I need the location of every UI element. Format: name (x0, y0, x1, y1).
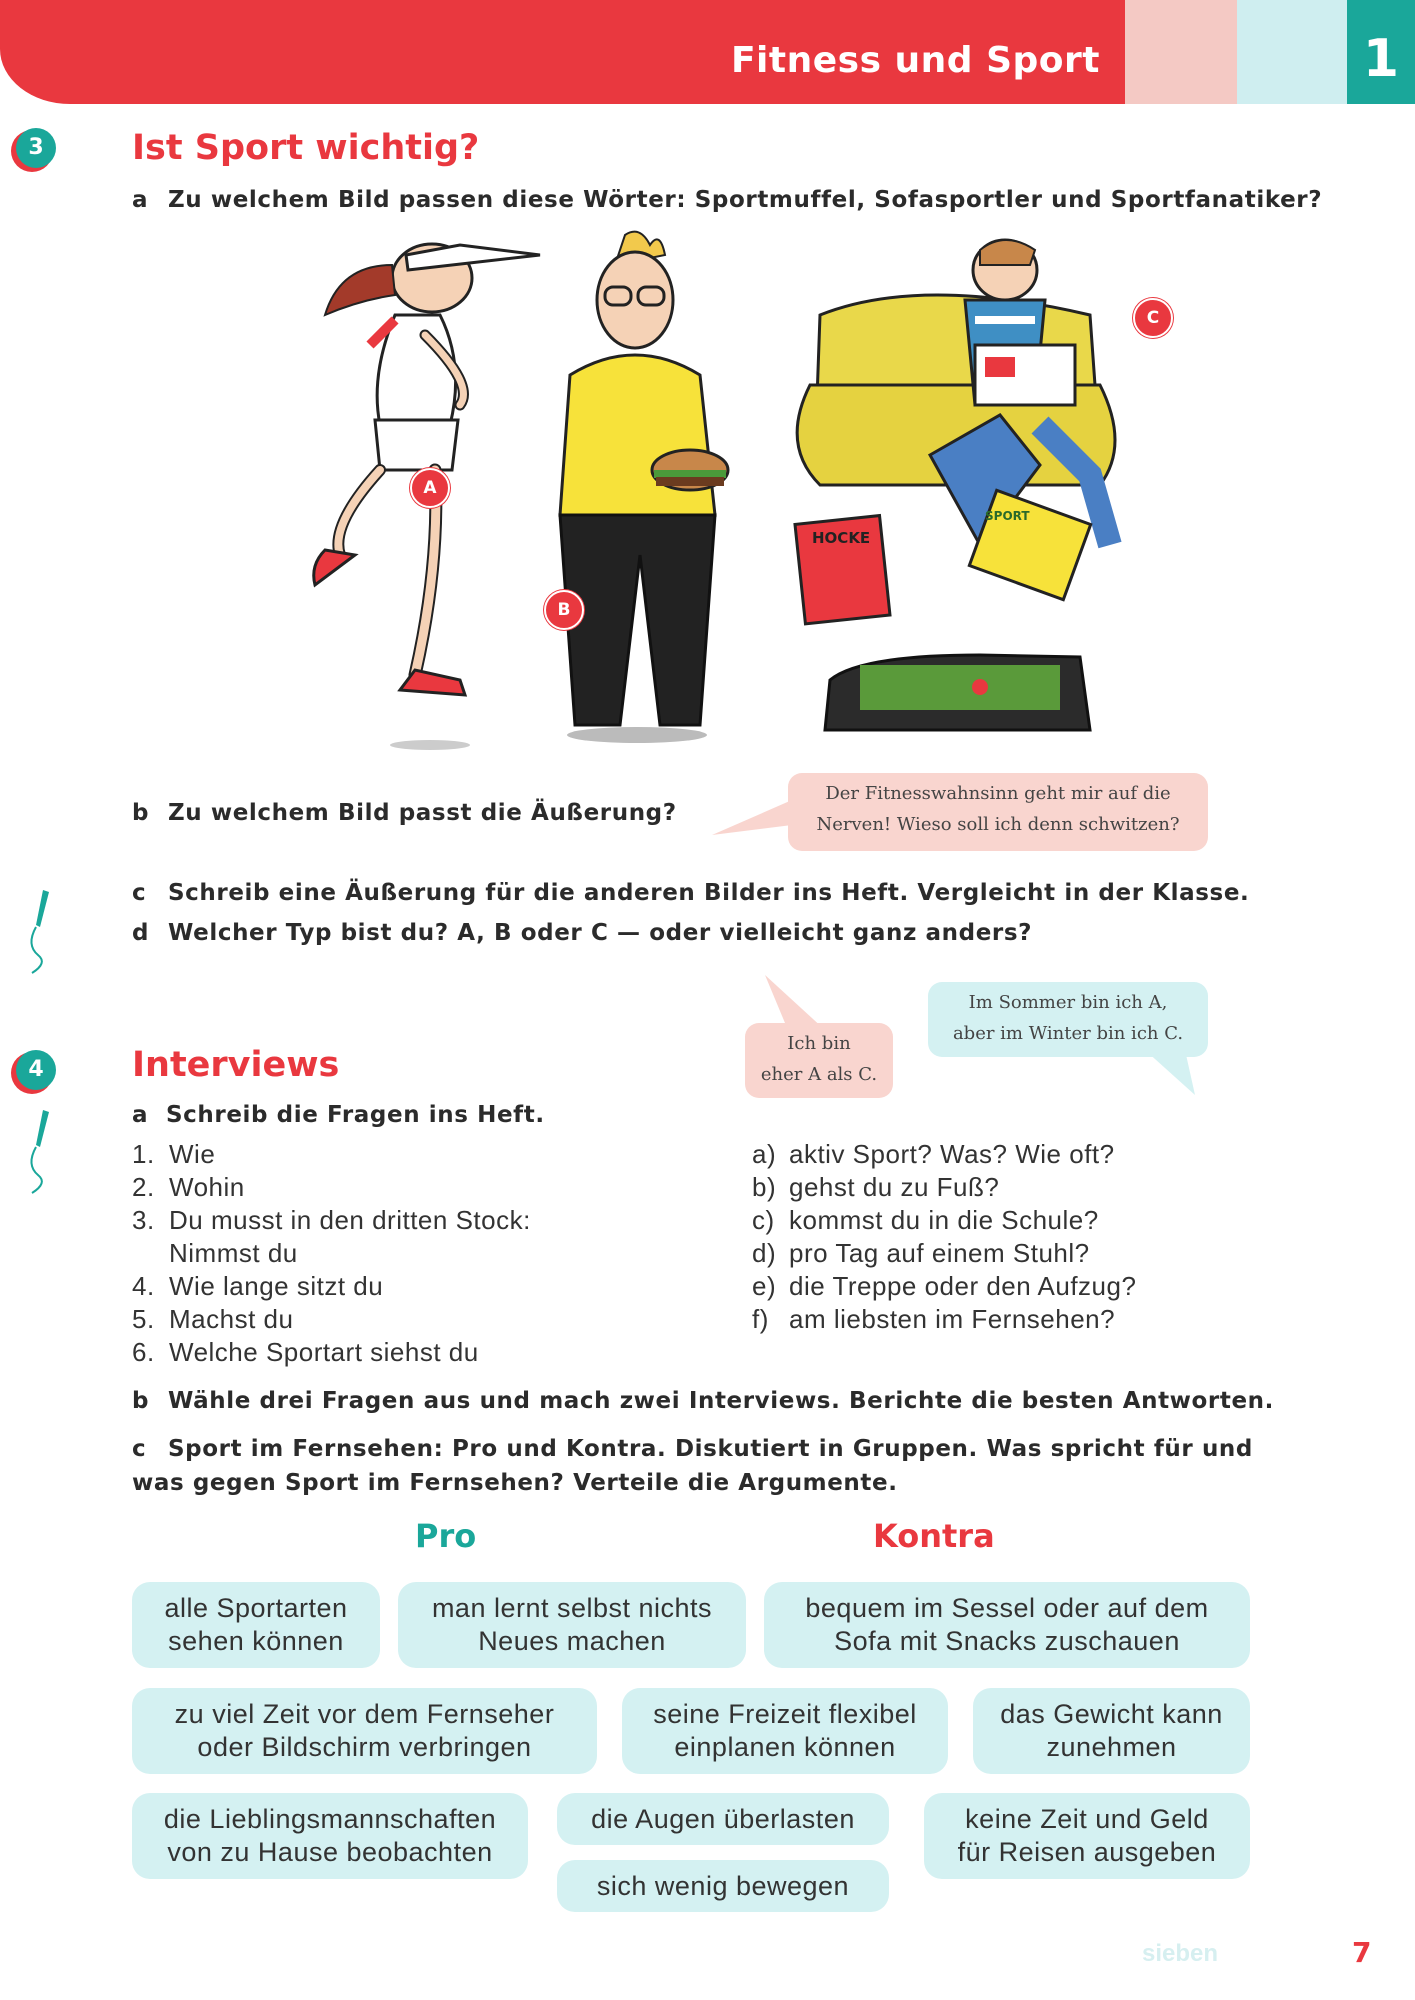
bubble-tail (712, 795, 792, 840)
list-item: a) aktiv Sport? Was? Wie oft? (752, 1139, 1115, 1169)
speech-bubble-eher-a: Ich bin eher A als C. (745, 1023, 893, 1098)
argument-card[interactable]: keine Zeit und Geld für Reisen ausgeben (924, 1793, 1250, 1879)
list-item: d) pro Tag auf einem Stuhl? (752, 1238, 1090, 1268)
task-3d (132, 920, 1032, 946)
argument-card[interactable]: alle Sportarten sehen können (132, 1582, 380, 1668)
argument-card[interactable]: zu viel Zeit vor dem Fernseher oder Bildschirm verbringen (132, 1688, 597, 1774)
task-text: Zu welchem Bild passt die Äußerung? (168, 800, 677, 826)
task-letter: b (132, 800, 150, 826)
header-strip-pink (1125, 0, 1237, 104)
argument-card[interactable]: das Gewicht kann zunehmen (973, 1688, 1250, 1774)
magazine-sport-label: SPORT (985, 509, 1030, 523)
speech-bubble-sommer-winter: Im Sommer bin ich A, aber im Winter bin ich C. (928, 982, 1208, 1057)
task-letter: a (132, 187, 149, 213)
task-text: Wähle drei Fragen aus und mach zwei Interviews. Berichte die besten Antworten. (168, 1388, 1274, 1414)
section-title-ist-sport-wichtig: Ist Sport wichtig? (132, 128, 480, 168)
list-item: 1. Wie (132, 1139, 216, 1169)
argument-card[interactable]: die Augen überlasten (557, 1793, 889, 1845)
sofa-fan-figure (795, 240, 1115, 730)
pen-icon (18, 1105, 58, 1195)
task-text: Zu welchem Bild passen diese Wörter: Sportmuffel, Sofasportler und Sportfanatiker? (168, 187, 1323, 213)
task-text: Welcher Typ bist du? A, B oder C — oder vielleicht ganz anders? (168, 920, 1033, 946)
argument-card[interactable]: seine Freizeit flexibel einplanen können (622, 1688, 948, 1774)
section-number-4: 4 (16, 1050, 56, 1090)
image-badge-c: C (1133, 298, 1173, 338)
list-item: 2. Wohin (132, 1172, 245, 1202)
task-letter: d (132, 920, 150, 946)
question-starts-list (132, 1138, 652, 1369)
unit-number: 1 (1347, 0, 1415, 104)
argument-card[interactable]: sich wenig bewegen (557, 1860, 889, 1912)
task-4c (132, 1436, 1253, 1462)
list-item: 3. Du musst in den dritten Stock: (132, 1205, 531, 1235)
question-endings-list (752, 1138, 1312, 1336)
pro-heading: Pro (415, 1517, 477, 1555)
header-strip-cyan (1237, 0, 1347, 104)
page-number-word: sieben (1142, 1940, 1219, 1967)
kontra-heading: Kontra (873, 1517, 995, 1555)
task-4b (132, 1388, 1274, 1414)
task-letter: b (132, 1388, 150, 1414)
speech-bubble-fitness: Der Fitnesswahnsinn geht mir auf die Nerven! Wieso soll ich denn schwitzen? (788, 773, 1208, 851)
list-item: e) die Treppe oder den Aufzug? (752, 1271, 1137, 1301)
argument-card[interactable]: man lernt selbst nichts Neues machen (398, 1582, 746, 1668)
task-3b (132, 800, 677, 826)
section-number-3: 3 (16, 128, 56, 168)
list-item: c) kommst du in die Schule? (752, 1205, 1099, 1235)
list-item: 4. Wie lange sitzt du (132, 1271, 384, 1301)
bubble-tail (1140, 1050, 1200, 1100)
task-3c (132, 880, 1249, 906)
task-letter: a (132, 1102, 149, 1128)
task-text: Sport im Fernsehen: Pro und Kontra. Diskutiert in Gruppen. Was spricht für und (168, 1436, 1253, 1462)
task-4c-line2: was gegen Sport im Fernsehen? Verteile die Argumente. (132, 1470, 898, 1496)
image-badge-a: A (410, 468, 450, 508)
illustration-drawing (220, 225, 1220, 760)
argument-card[interactable]: die Lieblingsmannschaften von zu Hause beobachten (132, 1793, 528, 1879)
list-item: 5. Machst du (132, 1304, 294, 1334)
task-3a (132, 187, 1322, 213)
task-letter: c (132, 880, 147, 906)
list-item: f) am liebsten im Fernsehen? (752, 1304, 1116, 1334)
task-text: Schreib die Fragen ins Heft. (166, 1102, 545, 1128)
task-text: Schreib eine Äußerung für die anderen Bilder ins Heft. Vergleicht in der Klasse. (168, 880, 1250, 906)
magazine-hockey-label: HOCKE (812, 529, 871, 547)
burger-man-figure (560, 232, 728, 743)
argument-card[interactable]: bequem im Sessel oder auf dem Sofa mit Snacks zuschauen (764, 1582, 1250, 1668)
list-item: b) gehst du zu Fuß? (752, 1172, 1000, 1202)
section-title-interviews: Interviews (132, 1045, 340, 1085)
chapter-title: Fitness und Sport (730, 40, 1100, 81)
task-4a (132, 1102, 545, 1128)
list-item: 6. Welche Sportart siehst du (132, 1337, 479, 1367)
pen-icon (18, 885, 58, 975)
illustration-three-sport-types (220, 225, 1220, 760)
page-number: 7 (1352, 1936, 1372, 1969)
image-badge-b: B (544, 590, 584, 630)
task-letter: c (132, 1436, 147, 1462)
list-item: Nimmst du (169, 1238, 298, 1268)
